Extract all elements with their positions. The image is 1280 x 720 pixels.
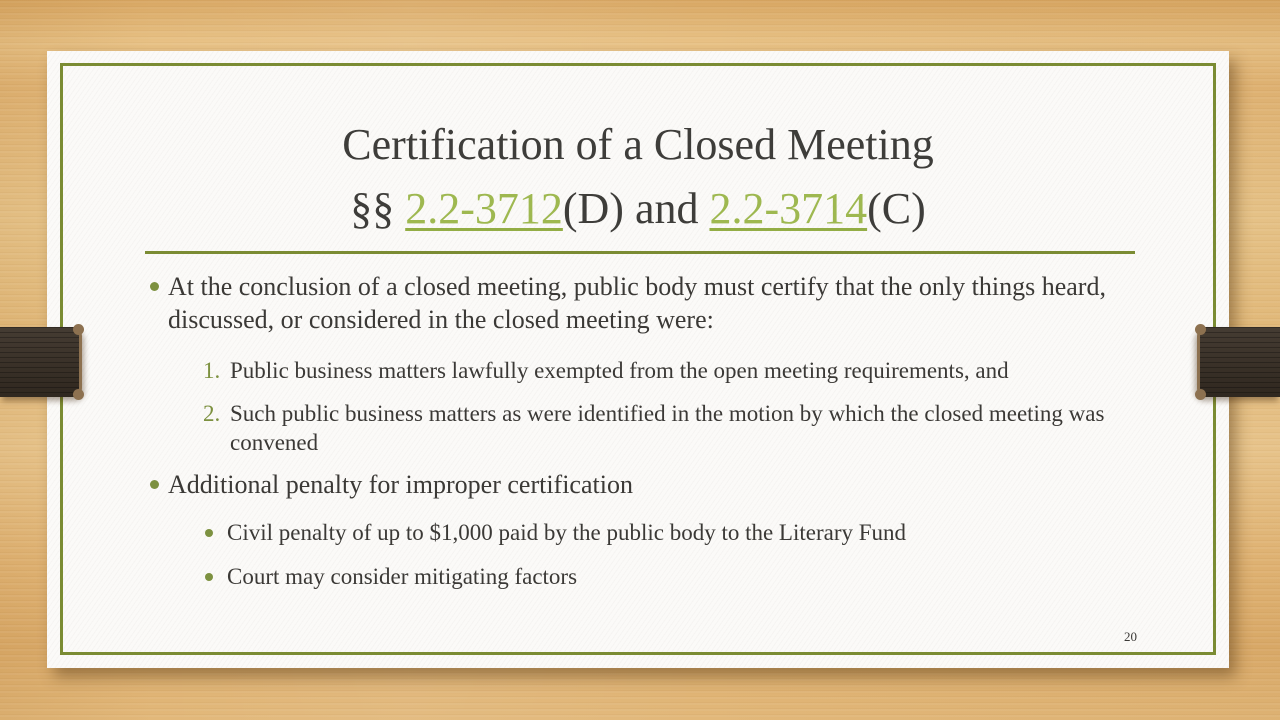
- bullet-icon: [205, 519, 227, 537]
- title-line-2: [47, 177, 1229, 241]
- ribbon-right: [1197, 327, 1280, 397]
- ribbon-left: [0, 327, 82, 397]
- sub-bullet-item-civil-penalty: [205, 519, 1140, 548]
- title-line-1: Certification of a Closed Meeting: [342, 120, 934, 169]
- title-separator-line: [145, 251, 1135, 254]
- slide-title: [47, 113, 1229, 241]
- bullet-item-certify: [150, 270, 1130, 338]
- numbered-item-text: Public business matters lawfully exempted from the open meeting requirements, and: [230, 358, 1009, 384]
- numbered-item-marker: 2.: [203, 400, 221, 426]
- bullet-icon: [150, 270, 168, 291]
- bullet-icon: [205, 563, 227, 581]
- sub-bullet-item-mitigating: [205, 563, 1140, 592]
- sub-bullet-text: Court may consider mitigating factors: [227, 563, 578, 589]
- bullet-item-text: At the conclusion of a closed meeting, public body must certify that the only things heard, discussed, or considered in the closed meeting were:: [168, 271, 1106, 335]
- slide-body: [47, 270, 1229, 592]
- statute-link-3712[interactable]: 2.2-3712: [405, 183, 563, 233]
- statute-link-3714[interactable]: 2.2-3714: [709, 183, 868, 233]
- numbered-item-marker: 1.: [203, 358, 221, 384]
- numbered-item-2: [203, 400, 1140, 458]
- bullet-item-penalty: [150, 468, 1130, 502]
- numbered-item-1: [203, 357, 1140, 386]
- bullet-icon: [150, 468, 168, 489]
- slide-page-number: 20: [1124, 629, 1137, 644]
- bullet-item-text: Additional penalty for improper certification: [168, 470, 633, 500]
- title-line-2-suffix: (C): [867, 183, 926, 233]
- slide-card: [47, 51, 1229, 668]
- numbered-item-text: Such public business matters as were identified in the motion by which the closed meeting was convened: [230, 400, 1105, 455]
- sub-bullet-text: Civil penalty of up to $1,000 paid by the public body to the Literary Fund: [227, 520, 907, 546]
- title-line-2-mid: (D) and: [562, 183, 710, 233]
- title-section-symbols: §§: [350, 183, 406, 233]
